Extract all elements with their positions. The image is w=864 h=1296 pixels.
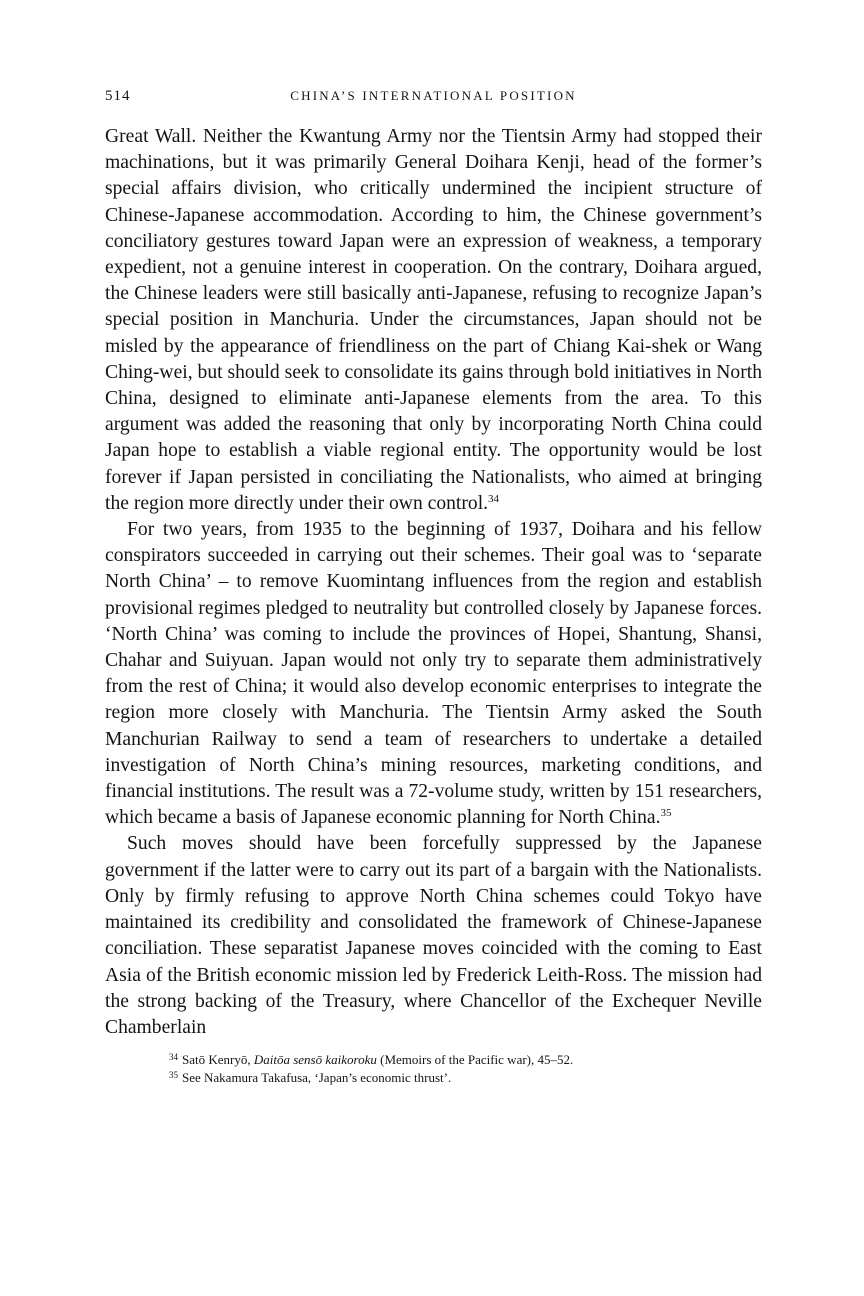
footnote-text: (Memoirs of the Pacific war), 45–52. bbox=[376, 1052, 574, 1068]
footnote-title: Daitōa sensō kaikoroku bbox=[253, 1052, 377, 1068]
paragraph bbox=[105, 124, 762, 517]
footnote-number: 34 bbox=[169, 1052, 178, 1063]
paragraph-text: Such moves should have been forcefully suppressed by the Japanese government if the latter were to carry out its part of a bargain with the Nationalists. Only by firmly refusing to approve North China schemes could Tokyo have maintained its credibility and consolidated the framework of Chinese-Japanese conciliation. These separatist Japanese moves coincided with the coming to East Asia of the British economic mission led by Frederick Leith-Ross. The mission had the strong backing of the Treasury, where Chancellor of the Exchequer Neville Chamberlain bbox=[105, 833, 762, 1038]
footnotes bbox=[105, 1051, 762, 1087]
footnote-reference: 35 bbox=[660, 807, 672, 820]
footnote-reference: 34 bbox=[488, 492, 500, 505]
footnote-text: See Nakamura Takafusa, ‘Japan’s economic thrust’. bbox=[182, 1070, 452, 1086]
running-head bbox=[105, 88, 762, 112]
page-number: 514 bbox=[105, 88, 131, 104]
footnote-number: 35 bbox=[169, 1070, 178, 1081]
footnote-text: Satō Kenryō, bbox=[182, 1052, 254, 1068]
paragraph-text: Great Wall. Neither the Kwantung Army nor the Tientsin Army had stopped their machinations, but it was primarily General Doihara Kenji, head of the former’s special affairs division, who critically undermined the incipient structure of Chinese-Japanese accommodation. According to him, the Chinese government’s conciliatory gestures toward Japan were an expression of weakness, a temporary expedient, not a genuine interest in cooperation. On the contrary, Doihara argued, the Chinese leaders were still basically anti-Japanese, refusing to recognize Japan’s special position in Manchuria. Under the circumstances, Japan should not be misled by the appearance of friendliness on the part of Chiang Kai-shek or Wang Ching-wei, but should seek to consolidate its gains through bold initiatives in North China, designed to eliminate anti-Japanese elements from the area. To this argument was added the reasoning that only by incorporating North China could Japan hope to establish a viable regional entity. The opportunity would be lost forever if Japan persisted in conciliating the Nationalists, who aimed at bringing the region more directly under their own control. bbox=[105, 126, 762, 514]
footnote bbox=[169, 1069, 762, 1087]
running-title: CHINA’S INTERNATIONAL POSITION bbox=[290, 88, 577, 103]
paragraph-text: For two years, from 1935 to the beginning of 1937, Doihara and his fellow conspirators succeeded in carrying out their schemes. Their goal was to ‘separate North China’ – to remove Kuomintang influences from the region and establish provisional regimes pledged to neutrality but controlled closely by Japanese forces. ‘North China’ was coming to include the provinces of Hopei, Shantung, Shansi, Chahar and Suiyuan. Japan would not only try to separate them administratively from the rest of China; it would also develop economic enterprises to integrate the region more closely with Manchuria. The Tientsin Army asked the South Manchurian Railway to send a team of researchers to undertake a detailed investigation of North China’s mining resources, marketing conditions, and financial institutions. The result was a 72-volume study, written by 151 researchers, which became a basis of Japanese economic planning for North China. bbox=[105, 519, 762, 829]
book-page bbox=[105, 88, 762, 1087]
body-text bbox=[105, 124, 762, 1041]
paragraph bbox=[105, 831, 762, 1041]
paragraph bbox=[105, 517, 762, 831]
footnote bbox=[169, 1051, 762, 1069]
